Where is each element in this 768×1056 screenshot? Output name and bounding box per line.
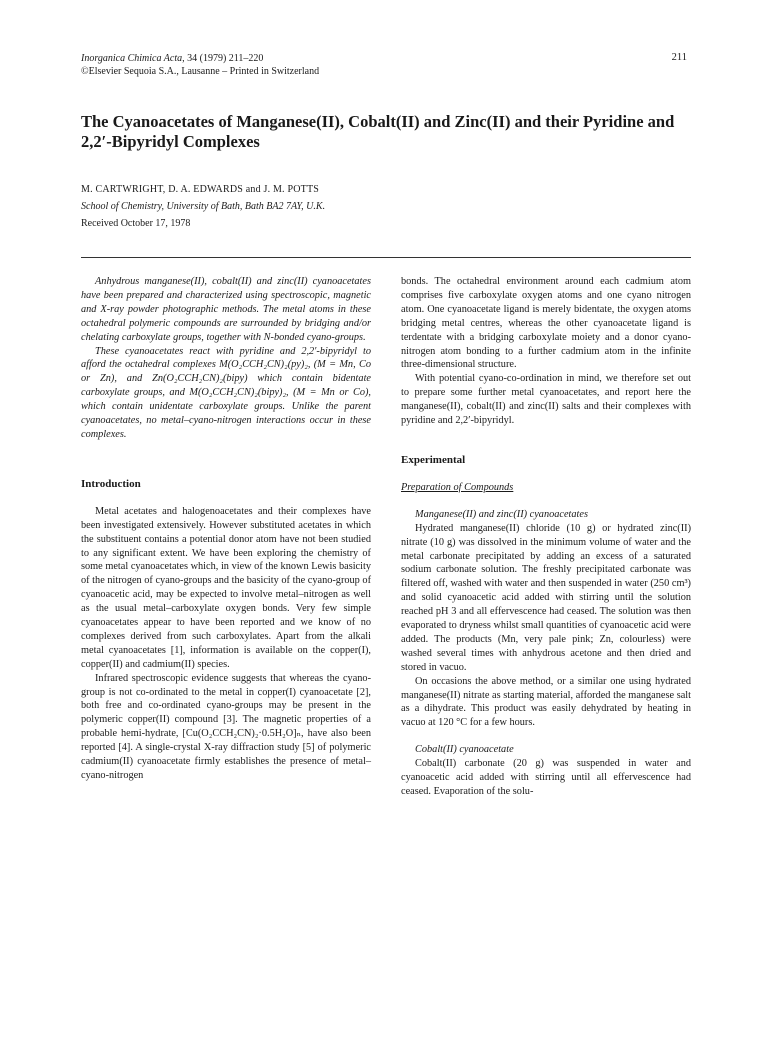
received-date: Received October 17, 1978 <box>81 218 191 229</box>
mnzn-subheading: Manganese(II) and zinc(II) cyanoacetates <box>415 508 588 520</box>
body-paragraph: With potential cyano-co-ordination in mind, we therefore set out to prepare some further metal cyanoacetates, and report here the manganese(II), cobalt(II) and zinc(II) salts and their complexes with pyridine and 2,2′-bipyridyl. <box>401 373 691 427</box>
header-divider <box>81 257 691 258</box>
body-paragraph: Metal acetates and halogenoacetates and their complexes have been investigated extensively. However substituted acetates in which the substituent contains a potential donor atom have not been studied to any significant extent. We have been exploring the chemistry of some metal cyanoacetates which, in view of the known Lewis basicity of the nitrogen of cyano-groups and the basicity of the cyano-group of cyanoacetic acid, may be expected to involve metal–nitrogen as well as the usual metal–carboxylate oxygen bonds. Very few simple cyanoacetates appear to have been reported and we know of no complexes derived from such carboxylates. Apart from the alkali metal cyanoacetates [1], information is available on the copper(I), copper(II) and cadmium(II) species. <box>81 505 371 670</box>
author-affiliation: School of Chemistry, University of Bath, Bath BA2 7AY, U.K. <box>81 201 326 212</box>
experimental-heading: Experimental <box>401 453 466 466</box>
body-paragraph: bonds. The octahedral environment around each cadmium atom comprises five carboxylate oxygen atoms and one cyano nitrogen atom. One cyanoacetate ligand is merely bidentate, the oxygen atoms bridging metal centres, whereas the other cyanoacetate ligand is terdentate with a bridging carboxylate moiety and a donor cyano-nitrogen atom bonding to a further cadmium atom in the infinite three-dimensional structure. <box>401 276 691 371</box>
abstract-paragraph: These cyanoacetates react with pyridine and 2,2′-bipyridyl to afford the octahedral complexes M(O₂CCH₂CN)₂(py)₂, (M = Mn, Co or Zn), and Zn(O₂CCH₂CN)₂(bipy) which contain bidentate carboxylate groups, and M(O₂CCH₂CN)₂(bipy)₂, (M = Mn or Co), which contain unidentate carboxylate groups. Unlike the parent cyanoacetates, no metal–cyano-nitrogen interactions occur in these complexes. <box>81 345 371 440</box>
journal-issue: 34 (1979) 211–220 <box>187 53 264 64</box>
body-paragraph: Infrared spectroscopic evidence suggests that whereas the cyano-group is not co-ordinated to the metal in copper(I) cyanoacetate [2], both free and co-ordinated cyano-groups may be present in the polymeric copper(II) compound [3]. The magnetic properties of a probable hemi-hydrate, [Cu(O₂CCH₂CN)₂·0.5H₂O]ₙ, have also been reported [4]. A single-crystal X-ray diffraction study [5] of polymeric cadmium(II) cyanoacetate firmly establishes the presence of metal–cyano-nitrogen <box>81 672 371 781</box>
paper-title: The Cyanoacetates of Manganese(II), Cobalt(II) and Zinc(II) and their Pyridine and 2,2′-Bipyridyl Complexes <box>81 112 675 151</box>
right-column <box>401 275 691 799</box>
introduction-heading: Introduction <box>81 477 141 490</box>
left-column <box>81 275 371 783</box>
body-paragraph: Cobalt(II) carbonate (20 g) was suspended in water and cyanoacetic acid added with stirring until all effervescence had ceased. Evaporation of the solu- <box>401 758 691 797</box>
abstract-paragraph: Anhydrous manganese(II), cobalt(II) and zinc(II) cyanoacetates have been prepared and characterized using spectroscopic, magnetic and X-ray powder photographic methods. The metal atoms in these octahedral polymeric compounds are surrounded by bridging and/or chelating carboxylate groups, together with N-bonded cyano-groups. <box>81 276 371 343</box>
author-names: M. CARTWRIGHT, D. A. EDWARDS and J. M. POTTS <box>81 184 320 195</box>
cobalt-subheading: Cobalt(II) cyanoacetate <box>415 744 514 756</box>
preparation-subheading: Preparation of Compounds <box>401 481 514 493</box>
author-block <box>81 181 325 232</box>
body-paragraph: Hydrated manganese(II) chloride (10 g) or hydrated zinc(II) nitrate (10 g) was dissolved in the minimum volume of water and the metal carbonate precipitated by adding an excess of a saturated sodium carbonate solution. The freshly precipitated carbonate was filtered off, washed with water and then suspended in water (250 cm³) and solid cyanoacetic acid added with stirring until the solution reached pH 3 and all effervescence had ceased. The solution was then evaporated to dryness whilst small quantities of cyanoacetic acid were added. The products (Mn, very pale pink; Zn, colourless) were washed several times with anhydrous acetone and then dried and stored in vacuo. <box>401 522 691 673</box>
journal-name: Inorganica Chimica Acta, <box>81 53 185 64</box>
abstract <box>81 275 371 442</box>
body-paragraph: On occasions the above method, or a similar one using hydrated manganese(II) nitrate as starting material, afforded the manganese salt as a dihydrate. This product was easily dehydrated by heating in vacuo at 120 °C for a few hours. <box>401 675 691 729</box>
page-number: 211 <box>671 52 687 63</box>
publisher-line: ©Elsevier Sequoia S.A., Lausanne – Printed in Switzerland <box>81 66 320 77</box>
journal-header <box>81 52 319 78</box>
